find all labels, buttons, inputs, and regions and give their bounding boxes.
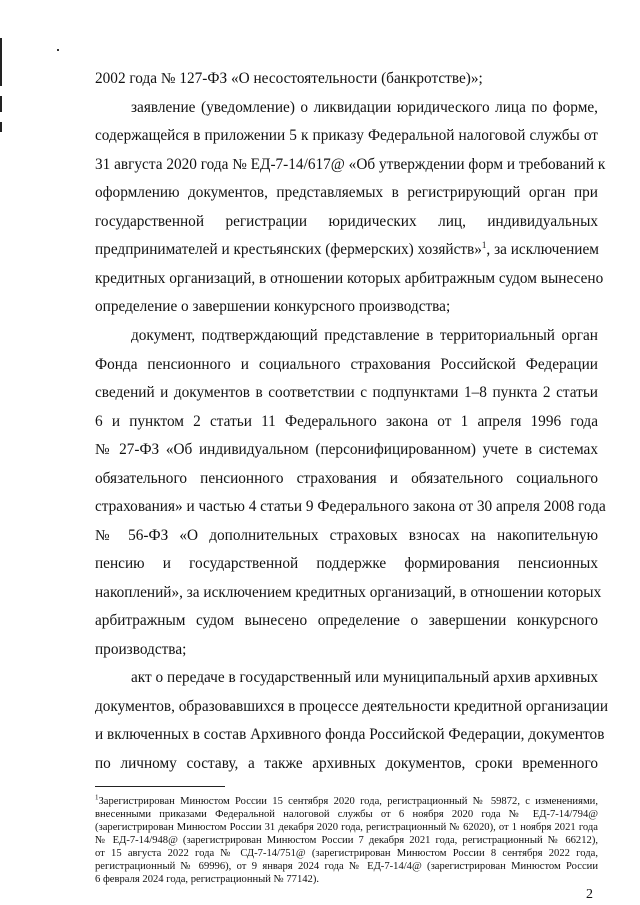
footnote-line: № ЕД-7-14/948@ (зарегистрирован Минюстом России 7 декабря 2021 года, регистрационный № 66212), [95,835,598,846]
body-line: документ, подтверждающий представление в территориальный орган [131,327,598,344]
footnote-line: от 15 августа 2022 года № СД-7-14/751@ (зарегистрирован Минюстом России 8 сентября 2022 года, [95,848,598,859]
footnote-line-text: Зарегистрирован Минюстом России 15 сентября 2020 года, регистрационный № 59872, с изменениями, [98,796,598,807]
body-line-tail: , за исключением [486,241,599,258]
body-line: и включенных в состав Архивного фонда Российской Федерации, документов [95,726,605,743]
body-line [95,241,598,259]
footnote-line [95,795,598,808]
footnote-line: регистрационный № 69996), от 9 января 2024 года № ЕД-7-14/4@ (зарегистрирован Минюстом России [95,861,598,872]
body-line: кредитных организаций, в отношении которых арбитражным судом вынесено [95,270,604,287]
body-line: определение о завершении конкурсного производства; [95,298,451,315]
body-line: по личному составу, а также архивных документов, сроки временного [95,755,598,772]
body-line: № 56-ФЗ «О дополнительных страховых взносах на накопительную [95,527,598,544]
body-line: пенсию и государственной поддержке формирования пенсионных [95,555,598,572]
footnote-marker: 1 [95,793,99,802]
body-line-text: предпринимателей и крестьянских (фермерских) хозяйств» [95,241,482,258]
footnote-line: внесенными приказами Федеральной налоговой службы от 6 ноября 2020 года № ЕД-7-14/794@ [95,809,598,820]
body-line: 31 августа 2020 года № ЕД-7-14/617@ «Об утверждении форм и требований к [95,156,606,173]
page-number: 2 [586,887,593,902]
footnote-separator [95,786,225,787]
scan-edge-mark [0,96,2,112]
body-line: заявление (уведомление) о ликвидации юридического лица по форме, [131,99,598,116]
body-line: обязательного пенсионного страхования и обязательного социального [95,470,598,487]
body-line: содержащейся в приложении 5 к приказу Федеральной налоговой службы от [95,127,598,144]
body-line: 6 и пунктом 2 статьи 11 Федерального закона от 1 апреля 1996 года [95,413,598,430]
body-line: Фонда пенсионного и социального страхования Российской Федерации [95,356,598,373]
scan-edge-mark [0,122,2,132]
body-line: оформлению документов, представляемых в регистрирующий орган при [95,184,598,201]
footnote-line: 6 февраля 2024 года, регистрационный № 77142). [95,874,320,885]
body-line: государственной регистрации юридических лиц, индивидуальных [95,213,598,230]
scan-edge-mark [0,38,2,86]
body-line: производства; [95,641,187,658]
body-line: документов, образовавшихся в процессе деятельности кредитной организации [95,698,609,715]
body-line: накоплений», за исключением кредитных организаций, в отношении которых [95,584,602,601]
footnote-line: (зарегистрирован Минюстом России 31 декабря 2020 года, регистрационный № 62020), от 1 ноября 2021 года [95,822,598,833]
body-line: № 27-ФЗ «Об индивидуальном (персонифицированном) учете в системах [95,441,598,458]
scan-dot [57,49,59,51]
body-line: акт о передаче в государственный или муниципальный архив архивных [131,669,599,686]
body-line: 2002 года № 127-ФЗ «О несостоятельности (банкротстве)»; [95,70,483,87]
body-line: страхования» и частью 4 статьи 9 Федерального закона от 30 апреля 2008 года [95,498,606,515]
footnote-ref: 1 [481,239,487,250]
body-line: сведений и документов в соответствии с подпунктами 1–8 пункта 2 статьи [95,384,598,401]
body-line: арбитражным судом вынесено определение о завершении конкурсного [95,612,598,629]
